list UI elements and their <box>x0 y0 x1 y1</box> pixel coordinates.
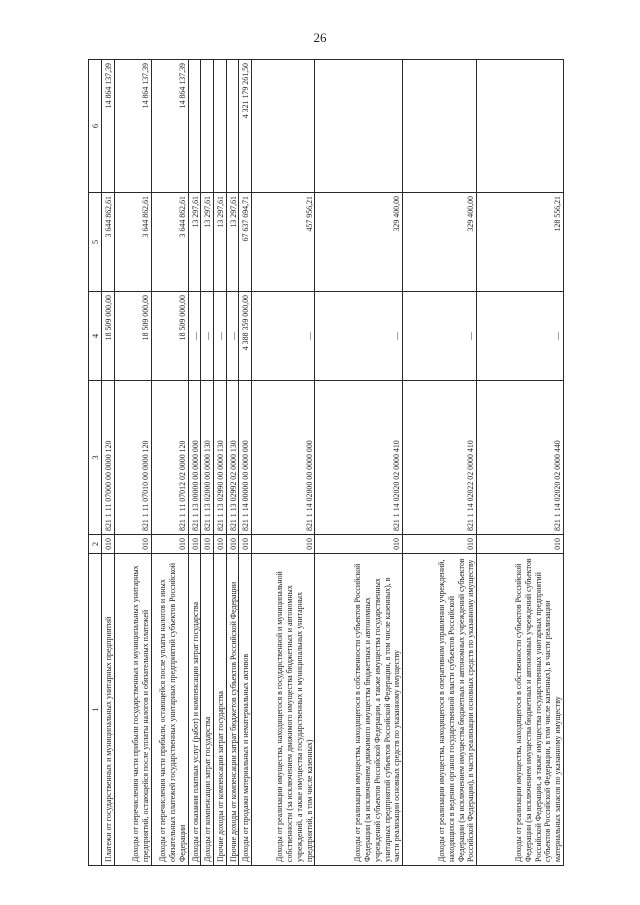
row-line-code: 010 <box>252 535 315 554</box>
row-budget-code: 821 1 13 02990 00 0000 130 <box>214 381 227 535</box>
row-name: Прочие доходы от компенсации затрат государства <box>214 554 227 866</box>
table-row <box>226 60 239 866</box>
row-approved: 18 509 000,00 <box>114 292 151 381</box>
row-unexecuted: 14 864 137,39 <box>102 60 115 193</box>
row-budget-code: 821 1 14 00000 00 0000 000 <box>239 381 252 535</box>
row-executed: 3 644 862,61 <box>114 193 151 292</box>
table-row <box>252 60 315 866</box>
row-unexecuted <box>226 60 239 193</box>
table-row <box>102 60 115 866</box>
page-number: 26 <box>313 30 327 45</box>
budget-table <box>88 59 564 866</box>
row-executed: 67 637 694,71 <box>239 193 252 292</box>
col-header: 4 <box>89 292 102 381</box>
row-line-code: 010 <box>114 535 151 554</box>
row-approved: — <box>214 292 227 381</box>
table-row <box>188 60 201 866</box>
row-line-code: 010 <box>201 535 214 554</box>
row-budget-code: 821 1 14 02020 02 0000 410 <box>315 381 403 535</box>
row-executed: 13 297,61 <box>188 193 201 292</box>
row-name: Доходы от перечисления части прибыли, остающейся после уплаты налогов и иных обязательных платежей государственных унитарных предприятий субъектов Российской Федерации <box>151 554 188 866</box>
row-approved: — <box>315 292 403 381</box>
row-budget-code: 821 1 13 00000 00 0000 000 <box>188 381 201 535</box>
row-approved: — <box>403 292 477 381</box>
row-unexecuted <box>477 60 564 193</box>
col-header: 3 <box>89 381 102 535</box>
col-header: 5 <box>89 193 102 292</box>
row-name: Доходы от перечисления части прибыли государственных и муниципальных унитарных предприятий, остающейся после уплаты налогов и обязательных платежей <box>114 554 151 866</box>
row-line-code: 010 <box>239 535 252 554</box>
row-line-code: 010 <box>214 535 227 554</box>
row-executed: 3 644 862,61 <box>102 193 115 292</box>
row-budget-code: 821 1 11 07000 00 0000 120 <box>102 381 115 535</box>
row-name: Доходы от реализации имущества, находящегося в собственности субъектов Российской Федерации (за исключением движимого имущества бюджетных и автономных учреждений субъектов Российской Федерации, а также имущества государственных унитарных предприятий субъектов Российской Федерации, в том числе казенных), в части реализации основных средств по указанному имуществу <box>315 554 403 866</box>
row-approved: 18 509 000,00 <box>102 292 115 381</box>
row-approved: — <box>226 292 239 381</box>
row-line-code: 010 <box>315 535 403 554</box>
table-row <box>201 60 214 866</box>
row-executed: 128 556,21 <box>477 193 564 292</box>
table-row <box>315 60 403 866</box>
col-header: 6 <box>89 60 102 193</box>
row-line-code: 010 <box>188 535 201 554</box>
row-name: Доходы от оказания платных услуг (работ) и компенсации затрат государства <box>188 554 201 866</box>
row-executed: 329 400,00 <box>403 193 477 292</box>
row-unexecuted: 14 864 137,39 <box>114 60 151 193</box>
row-unexecuted <box>201 60 214 193</box>
row-executed: 329 400,00 <box>315 193 403 292</box>
table-row <box>214 60 227 866</box>
row-name: Прочие доходы от компенсации затрат бюджетов субъектов Российской Федерации <box>226 554 239 866</box>
row-line-code: 010 <box>477 535 564 554</box>
row-unexecuted <box>188 60 201 193</box>
row-unexecuted <box>252 60 315 193</box>
row-name: Доходы от компенсации затрат государства <box>201 554 214 866</box>
table-row <box>403 60 477 866</box>
row-approved: — <box>188 292 201 381</box>
row-executed: 13 297,61 <box>214 193 227 292</box>
row-approved: 18 509 000,00 <box>151 292 188 381</box>
row-name: Доходы от продажи материальных и нематериальных активов <box>239 554 252 866</box>
row-approved: — <box>477 292 564 381</box>
table-row <box>151 60 188 866</box>
row-line-code: 010 <box>102 535 115 554</box>
row-approved: — <box>201 292 214 381</box>
rotated-table-container <box>88 60 564 866</box>
row-budget-code: 821 1 11 07010 00 0000 120 <box>114 381 151 535</box>
row-approved: — <box>252 292 315 381</box>
row-budget-code: 821 1 14 02020 02 0000 440 <box>477 381 564 535</box>
row-unexecuted: 4 321 179 261,50 <box>239 60 252 193</box>
row-approved: 4 388 359 000,00 <box>239 292 252 381</box>
row-line-code: 010 <box>151 535 188 554</box>
header-row <box>89 60 102 866</box>
row-budget-code: 821 1 13 02000 00 0000 130 <box>201 381 214 535</box>
row-unexecuted <box>214 60 227 193</box>
table-row <box>114 60 151 866</box>
table-row <box>477 60 564 866</box>
row-unexecuted <box>315 60 403 193</box>
row-budget-code: 821 1 14 02022 02 0000 410 <box>403 381 477 535</box>
row-budget-code: 821 1 11 07012 02 0000 120 <box>151 381 188 535</box>
row-unexecuted <box>403 60 477 193</box>
col-header: 2 <box>89 535 102 554</box>
row-unexecuted: 14 864 137,39 <box>151 60 188 193</box>
row-executed: 13 297,61 <box>201 193 214 292</box>
row-name: Доходы от реализации имущества, находящегося в оперативном управлении учреждений, находящихся в ведении органов государственной власти субъектов Российской Федерации (за исключением имущества бюджетных и автономных учреждений субъектов Российской Федерации), в части реализации основных средств по указанному имуществу <box>403 554 477 866</box>
row-executed: 13 297,61 <box>226 193 239 292</box>
row-executed: 3 644 862,61 <box>151 193 188 292</box>
row-name: Доходы от реализации имущества, находящегося в государственной и муниципальной собственности (за исключением движимого имущества бюджетных и автономных учреждений, а также имущества государственных и муниципальных унитарных предприятий, в том числе казенных) <box>252 554 315 866</box>
row-line-code: 010 <box>403 535 477 554</box>
row-budget-code: 821 1 13 02992 02 0000 130 <box>226 381 239 535</box>
row-executed: 457 956,21 <box>252 193 315 292</box>
table-row <box>239 60 252 866</box>
row-line-code: 010 <box>226 535 239 554</box>
row-name: Доходы от реализации имущества, находящегося в собственности субъектов Российской Федерации (за исключением имущества бюджетных и автономных учреждений субъектов Российской Федерации, а также имущества государственных унитарных предприятий субъектов Российской Федерации, в том числе казенных), в части реализации материальных запасов по указанному имуществу <box>477 554 564 866</box>
row-budget-code: 821 1 14 02000 00 0000 000 <box>252 381 315 535</box>
col-header: 1 <box>89 554 102 866</box>
row-name: Платежи от государственных и муниципальных унитарных предприятий <box>102 554 115 866</box>
